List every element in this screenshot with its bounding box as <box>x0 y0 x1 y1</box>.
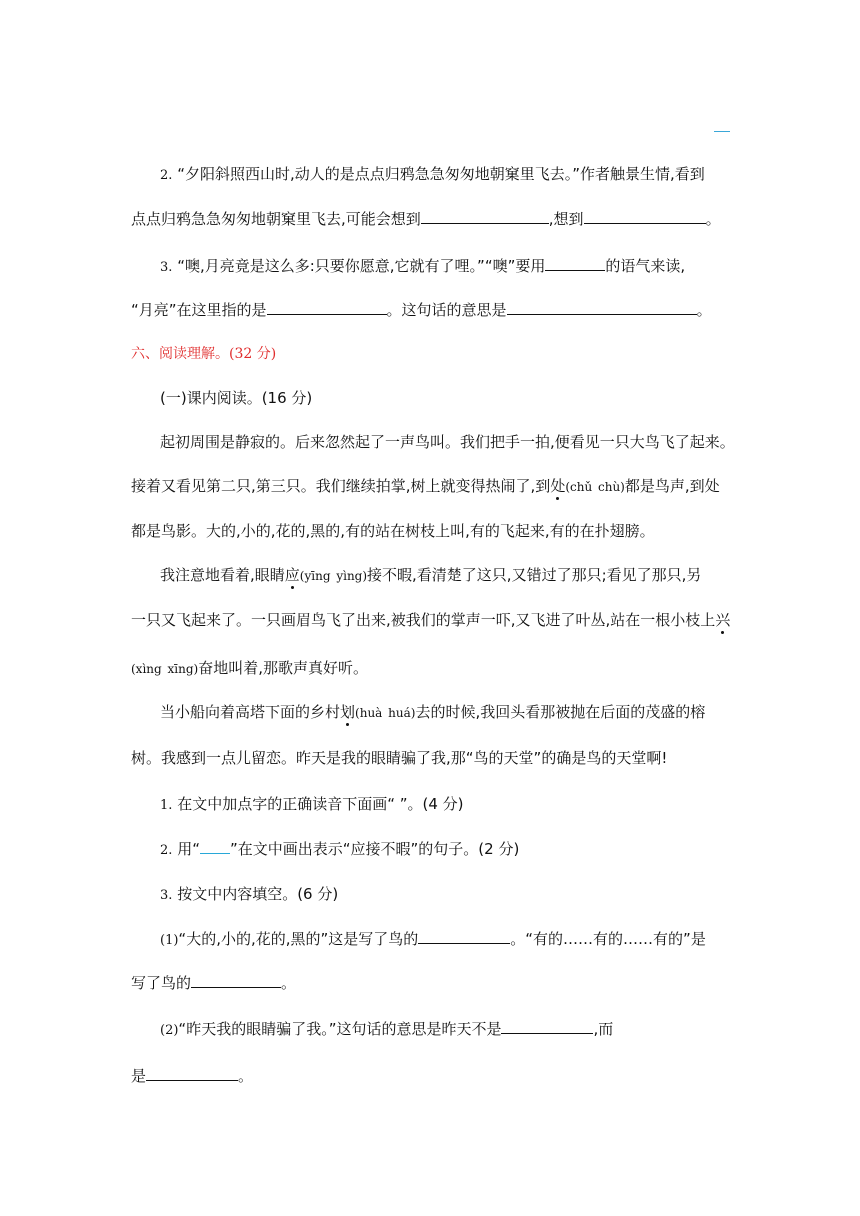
pinyin-options[interactable]: (chǔ chù) <box>565 480 625 494</box>
question-text: 。 <box>281 974 297 992</box>
dotted-char: 处 <box>550 477 566 495</box>
passage-line <box>131 476 731 497</box>
pinyin-options[interactable]: (xìng xīng) <box>131 662 199 676</box>
answer-blank[interactable] <box>584 209 706 224</box>
q3-text-part: 。这句话的意思是 <box>386 301 507 319</box>
answer-blank[interactable] <box>545 256 605 271</box>
answer-blank[interactable] <box>507 300 697 315</box>
q3-number: 3. <box>160 260 173 275</box>
question-text: 在文中加点字的正确读音下面画“ ”。(4 分) <box>177 795 464 813</box>
question-number: 1. <box>160 798 173 813</box>
passage-text: 去的时候,我回头看那被抛在后面的茂盛的榕 <box>415 703 706 721</box>
q3-text-part: 的语气来读, <box>605 257 686 275</box>
question-number: 3. <box>160 888 173 903</box>
question-2 <box>160 839 730 861</box>
question-3-2-cont <box>131 1066 731 1086</box>
question-3 <box>160 884 730 906</box>
passage-text: 接不暇,看清楚了这只,又错过了那只;看见了那只,另 <box>367 566 702 584</box>
pinyin-options[interactable]: (yīng yìng) <box>299 569 368 583</box>
passage-text: 当小船向着高塔下面的乡村 <box>160 703 341 721</box>
passage-line <box>131 610 731 630</box>
passage-line: 都是鸟影。大的,小的,花的,黑的,有的站在树枝上叫,有的飞起来,有的在扑翅膀。 <box>131 522 655 540</box>
question-3-1 <box>160 929 730 951</box>
passage-line: 树。我感到一点儿留恋。昨天是我的眼睛骗了我,那“鸟的天堂”的确是鸟的天堂啊! <box>131 749 668 767</box>
q2-text-part: ,想到 <box>548 210 584 228</box>
question-1 <box>160 794 730 816</box>
question-text: 用“ <box>177 840 200 858</box>
q2-line1 <box>160 164 730 186</box>
question-text: 是 <box>131 1067 147 1085</box>
passage-text: 都是鸟声,到处 <box>624 477 720 495</box>
question-number: 2. <box>160 843 173 858</box>
underline-sample <box>200 839 230 854</box>
passage-text: 接着又看见第二只,第三只。我们继续拍掌,树上就变得热闹了,到 <box>131 477 551 495</box>
passage-text: 我注意地看着,眼睛 <box>160 566 285 584</box>
q3-line1 <box>160 256 730 278</box>
q2-number: 2. <box>160 168 173 183</box>
passage-line <box>131 658 731 679</box>
q3-line2 <box>131 300 731 320</box>
q2-text-part: 。 <box>705 210 721 228</box>
dotted-char: 应 <box>284 566 300 584</box>
answer-blank[interactable] <box>501 1019 593 1034</box>
passage-line <box>160 702 730 723</box>
dotted-char: 划 <box>340 703 356 721</box>
question-text: ,而 <box>593 1020 614 1038</box>
answer-blank[interactable] <box>418 929 510 944</box>
question-number: (2) <box>160 1023 179 1038</box>
question-text: 。 <box>238 1067 254 1085</box>
q2-text: “夕阳斜照西山时,动人的是点点归鸦急急匆匆地朝窠里飞去。”作者触景生情,看到 <box>177 165 705 183</box>
q3-text-part: “噢,月亮竟是这么多:只要你愿意,它就有了哩。”“噢”要用 <box>177 257 546 275</box>
passage-line: 起初周围是静寂的。后来忽然起了一声鸟叫。我们把手一拍,便看见一只大鸟飞了起来。 <box>160 433 735 451</box>
question-text: 写了鸟的 <box>131 974 192 992</box>
answer-blank[interactable] <box>421 209 549 224</box>
passage-text: 一只又飞起来了。一只画眉鸟飞了出来,被我们的掌声一吓,又飞进了叶丛,站在一根小枝上 <box>131 611 716 629</box>
q3-text-part: 。 <box>696 301 712 319</box>
answer-blank[interactable] <box>191 973 281 988</box>
q3-text-part: “月亮”在这里指的是 <box>131 301 267 319</box>
question-text: 按文中内容填空。(6 分) <box>177 885 339 903</box>
passage-line <box>160 565 730 586</box>
dotted-char: 兴 <box>715 611 731 629</box>
pinyin-options[interactable]: (huà huá) <box>355 706 416 720</box>
header-rule <box>714 131 730 132</box>
question-3-2 <box>160 1019 730 1041</box>
question-text: “大的,小的,花的,黑的”这是写了鸟的 <box>178 930 419 948</box>
question-number: (1) <box>160 933 179 948</box>
question-text: “昨天我的眼睛骗了我。”这句话的意思是昨天不是 <box>178 1020 502 1038</box>
section-heading: 六、阅读理解。(32 分) <box>131 346 277 362</box>
part-heading: (一)课内阅读。(16 分) <box>160 389 313 407</box>
q2-text-part: 点点归鸦急急匆匆地朝窠里飞去,可能会想到 <box>131 210 421 228</box>
answer-blank[interactable] <box>146 1066 238 1081</box>
answer-blank[interactable] <box>267 300 387 315</box>
q2-line2 <box>131 209 731 229</box>
question-text: ”在文中画出表示“应接不暇”的句子。(2 分) <box>229 840 520 858</box>
question-3-1-cont <box>131 973 731 993</box>
passage-text: 奋地叫着,那歌声真好听。 <box>198 659 368 677</box>
question-text: 。“有的……有的……有的”是 <box>510 930 706 948</box>
